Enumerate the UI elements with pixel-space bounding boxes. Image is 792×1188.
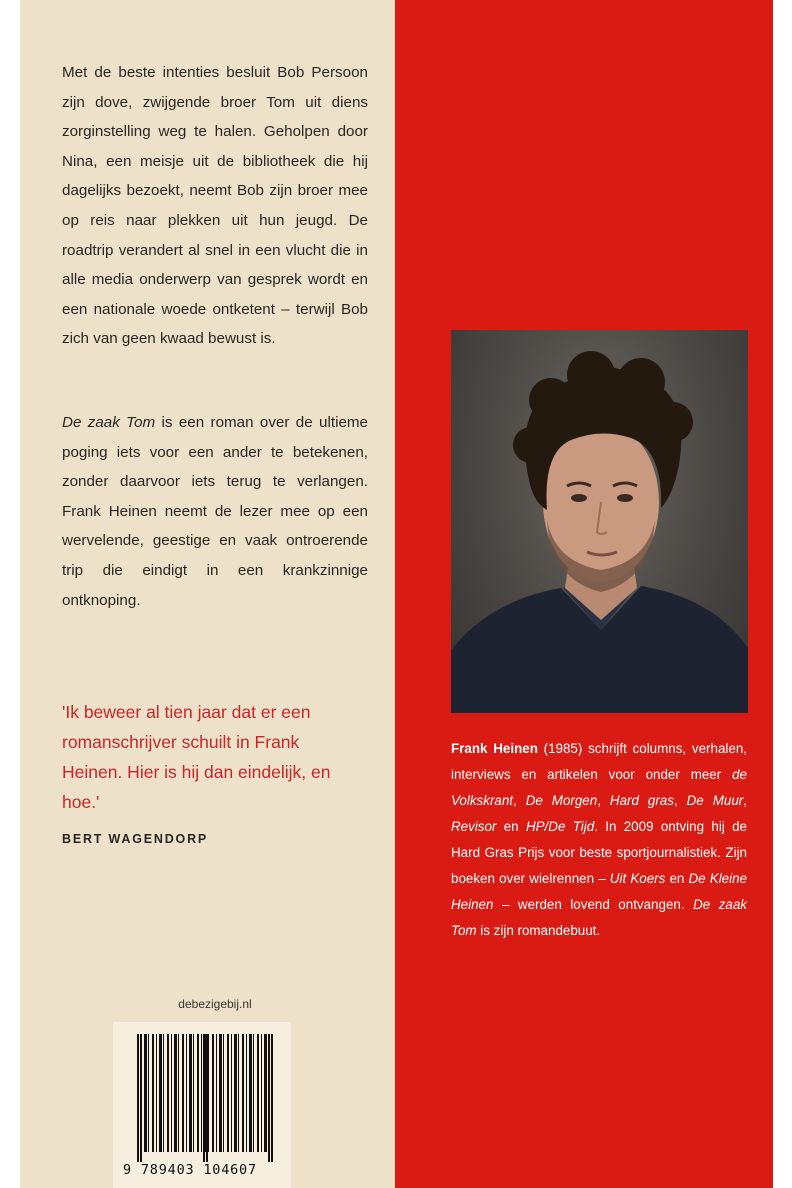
bio-italic-6: HP/De Tijd xyxy=(525,819,595,834)
bio-italic-1: de Volkskrant xyxy=(451,767,747,808)
bio-italic-3: Hard gras xyxy=(609,793,674,808)
left-panel xyxy=(20,0,395,1188)
bio-italic-5: Revisor xyxy=(451,819,497,834)
barcode-guard-center xyxy=(203,1034,205,1162)
bio-text-2: , xyxy=(513,793,526,808)
blurb-paragraph-1: Met de beste intenties besluit Bob Persoon zijn dove, zwijgende broer Tom uit diens zorginstelling weg te halen. Geholpen door Nina, een meisje uit de bibliotheek die hij dagelijks bezoekt, neemt Bob zijn broer mee op reis naar plekken uit hun jeugd. De roadtrip verandert al snel in een vlucht die in alle media onderwerp van gesprek wordt en een nationale woede ontketent – terwijl Bob zich van geen kwaad bewust is. xyxy=(62,64,368,348)
author-photo xyxy=(451,330,748,713)
author-bio xyxy=(451,736,747,944)
barcode-icon xyxy=(137,1034,273,1152)
bio-italic-7: Uit Koers xyxy=(609,871,666,886)
book-title: De zaak Tom xyxy=(62,414,156,431)
review-quote: 'Ik beweer al tien jaar dat er een romanschrijver schuilt in Frank Heinen. Hier is hij dan eindelijk, en hoe.' xyxy=(62,702,331,812)
bio-text-10: is zijn romandebuut. xyxy=(476,923,601,938)
author-portrait-icon xyxy=(451,330,748,713)
isbn-digits: 9 789403 104607 xyxy=(123,1162,257,1178)
bio-text-5: , xyxy=(743,793,747,808)
author-name: Frank Heinen xyxy=(451,741,538,756)
bio-text-9: – werden lovend ontvangen. xyxy=(493,897,694,912)
barcode-guard-right-2 xyxy=(271,1034,273,1162)
bio-text-3: , xyxy=(597,793,610,808)
quote-author: BERT WAGENDORP xyxy=(62,832,209,846)
right-panel xyxy=(395,0,773,1188)
barcode-label xyxy=(113,1022,291,1188)
barcode-guard-left-2 xyxy=(140,1034,142,1162)
bio-text-1: (1985) schrijft columns, verhalen, interviews en artikelen voor onder meer xyxy=(451,741,747,782)
bio-text-4: , xyxy=(673,793,687,808)
blurb-paragraph-2-text: is een roman over de ultieme poging iets voor een ander te betekenen, zonder daarvoor iets terug te verlangen. Frank Heinen neemt de lezer mee op een wervelende, geestige en vaak ontroerende trip die eindigt in een krankzinnige ontknoping. xyxy=(62,414,368,609)
bio-text-8: en xyxy=(665,871,689,886)
publisher-website: debezigebij.nl xyxy=(178,997,252,1011)
blurb-paragraph-2 xyxy=(62,408,368,615)
bio-italic-9: De zaak Tom xyxy=(451,897,747,938)
barcode-guard-left xyxy=(137,1034,139,1162)
bio-italic-8: De Kleine Heinen xyxy=(451,871,747,912)
barcode-guard-center-2 xyxy=(206,1034,208,1162)
bio-text-7: . In 2009 ontving hij de Hard Gras Prijs voor beste sportjournalistiek. Zijn boeken over wielrennen – xyxy=(451,819,747,886)
bio-italic-2: De Morgen xyxy=(525,793,598,808)
barcode-guard-right xyxy=(268,1034,270,1162)
book-back-cover xyxy=(20,0,773,1188)
bio-text-6: en xyxy=(496,819,526,834)
bio-italic-4: De Muur xyxy=(686,793,744,808)
